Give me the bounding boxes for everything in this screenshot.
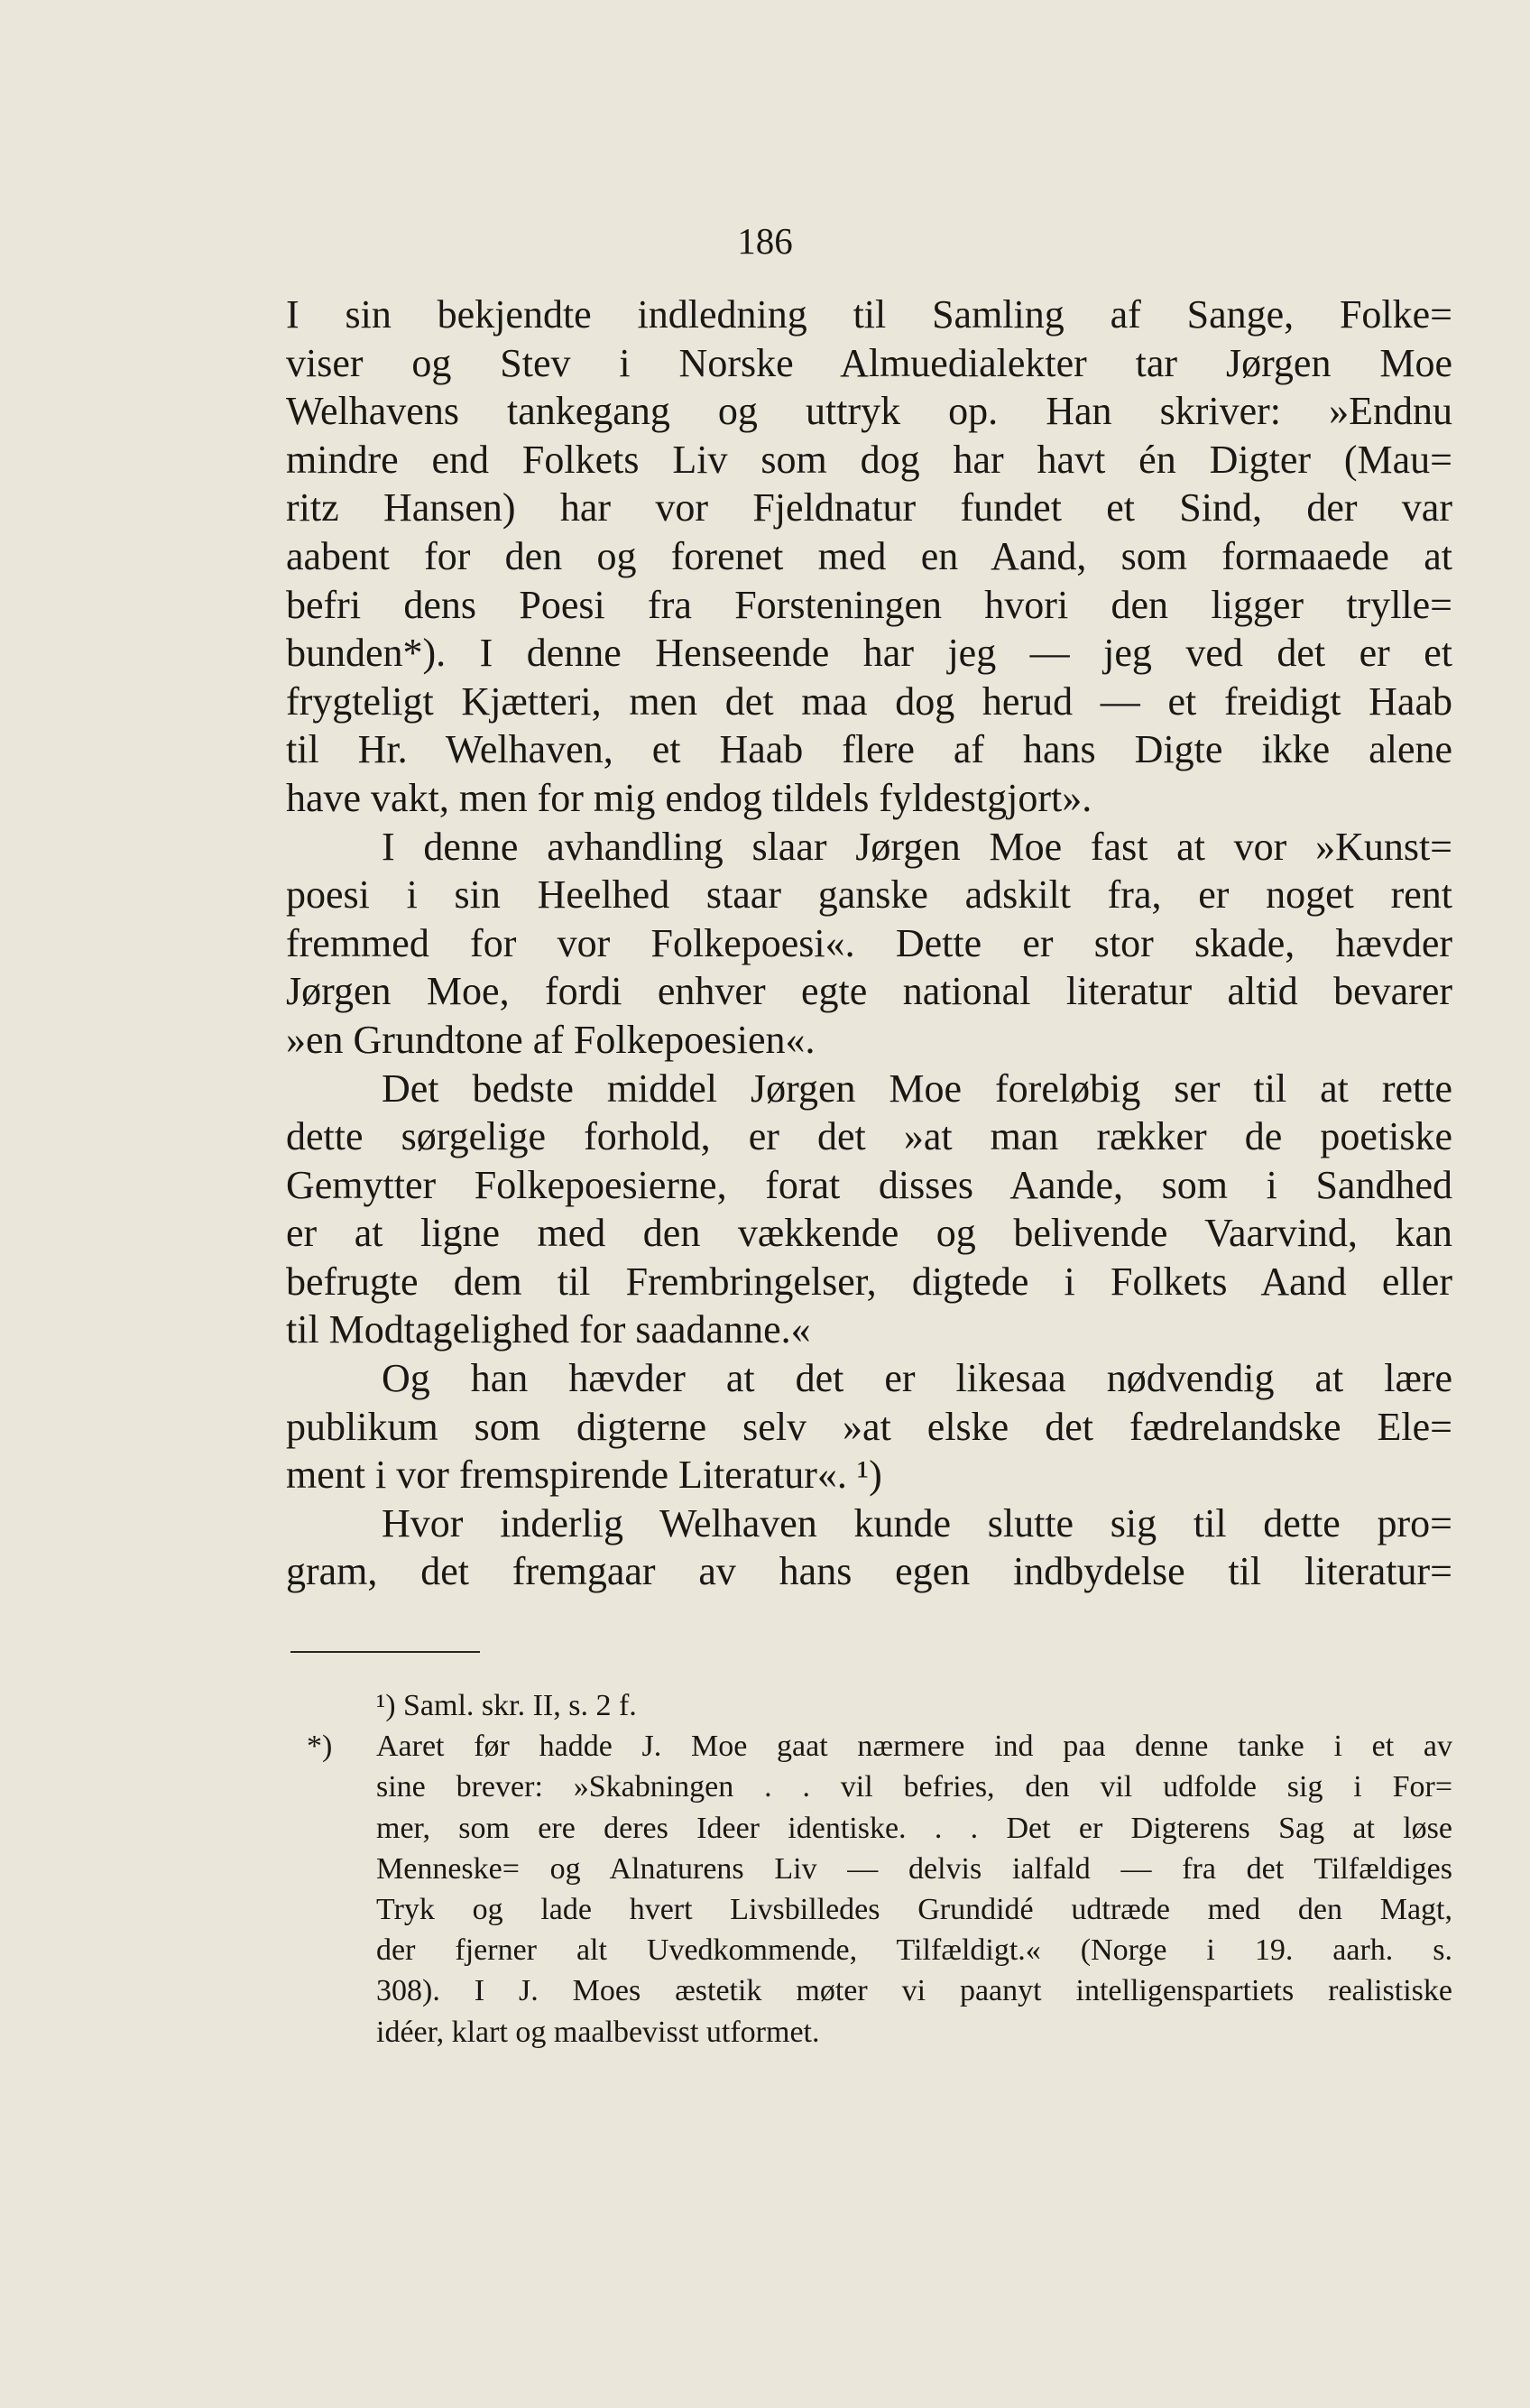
footnotes [307,1685,1452,2053]
footnote-2-line: der fjerner alt Uvedkommende, Tilfældigt.« (Norge i 19. aarh. s. [376,1933,1452,1968]
footnote-marker: ¹) [376,1689,396,1722]
text-line: er at ligne med den vækkende og belivende Vaarvind, kan [286,1211,1452,1256]
text-line: poesi i sin Heelhed staar ganske adskilt fra, er noget rent [286,872,1452,918]
text-line: Og han hævder at det er likesaa nødvendig at lære [382,1356,1452,1401]
text-line: til Modtagelighed for saadanne.« [286,1307,811,1352]
text-line: I denne avhandling slaar Jørgen Moe fast at vor »Kunst= [382,824,1452,869]
text-line: have vakt, men for mig endog tildels fyldestgjort». [286,775,1092,820]
footnote-2-line: 308). I J. Moes æstetik møter vi paanyt intelligenspartiets realistiske [376,1974,1452,2008]
text-line: publikum som digterne selv »at elske det fædrelandske Ele= [286,1404,1452,1449]
text-line: ritz Hansen) har vor Fjeldnatur fundet et Sind, der var [286,485,1452,530]
footnote-separator [290,1651,480,1653]
footnote-2-line: sine brever: »Skabningen . . vil befries, den vil udfolde sig i For= [376,1770,1452,1804]
footnote-text: Saml. skr. II, s. 2 f. [403,1689,637,1722]
text-line: Gemytter Folkepoesierne, forat disses Aande, som i Sandhed [286,1162,1452,1207]
text-line: frygteligt Kjætteri, men det maa dog herud — et freidigt Haab [286,678,1452,724]
footnote-2-line: Tryk og lade hvert Livsbilledes Grundidé udtræde med den Magt, [376,1892,1452,1926]
footnote-text: Aaret før hadde J. Moe gaat nærmere ind paa denne tanke i et av [376,1730,1452,1764]
page-number: 186 [737,220,793,262]
footnote-2-line: idéer, klart og maalbevisst utformet. [376,2015,820,2049]
footnote-marker: *) [307,1730,333,1764]
text-line: Hvor inderlig Welhaven kunde slutte sig til dette pro= [382,1500,1452,1545]
text-line: Det bedste middel Jørgen Moe foreløbig ser til at rette [382,1066,1452,1111]
text-line: I sin bekjendte indledning til Samling af Sange, Folke= [286,292,1452,337]
text-line: Jørgen Moe, fordi enhver egte national literatur altid bevarer [286,969,1452,1014]
text-line: gram, det fremgaar av hans egen indbydelse til literatur= [286,1549,1452,1594]
text-line: dette sørgelige forhold, er det »at man rækker de poetiske [286,1114,1452,1159]
footnote-2-line: Menneske= og Alnaturens Liv — delvis ialfald — fra det Tilfældiges [376,1851,1452,1886]
text-line: bunden*). I denne Henseende har jeg — jeg ved det er et [286,631,1452,676]
text-line: befrugte dem til Frembringelser, digtede i Folkets Aand eller [286,1259,1452,1304]
text-line: fremmed for vor Folkepoesi«. Dette er stor skade, hævder [286,920,1452,965]
text-line: viser og Stev i Norske Almuedialekter tar Jørgen Moe [286,340,1452,385]
text-line: til Hr. Welhaven, et Haab flere af hans Digte ikke alene [286,727,1452,772]
text-line: aabent for den og forenet med en Aand, som formaaede at [286,533,1452,578]
text-line: ment i vor fremspirende Literatur«. ¹) [286,1453,882,1498]
footnote-2-line [307,1726,1452,1767]
text-line: »en Grundtone af Folkepoesien«. [286,1017,816,1062]
footnote-1 [307,1685,1452,1726]
footnote-2-line: mer, som ere deres Ideer identiske. . . Det er Digterens Sag at løse [376,1811,1452,1845]
body-text [286,291,1452,1596]
text-line: befri dens Poesi fra Forsteningen hvori den ligger trylle= [286,582,1452,627]
text-line: mindre end Folkets Liv som dog har havt én Digter (Mau= [286,437,1452,482]
text-line: Welhavens tankegang og uttryk op. Han skriver: »Endnu [286,389,1452,434]
